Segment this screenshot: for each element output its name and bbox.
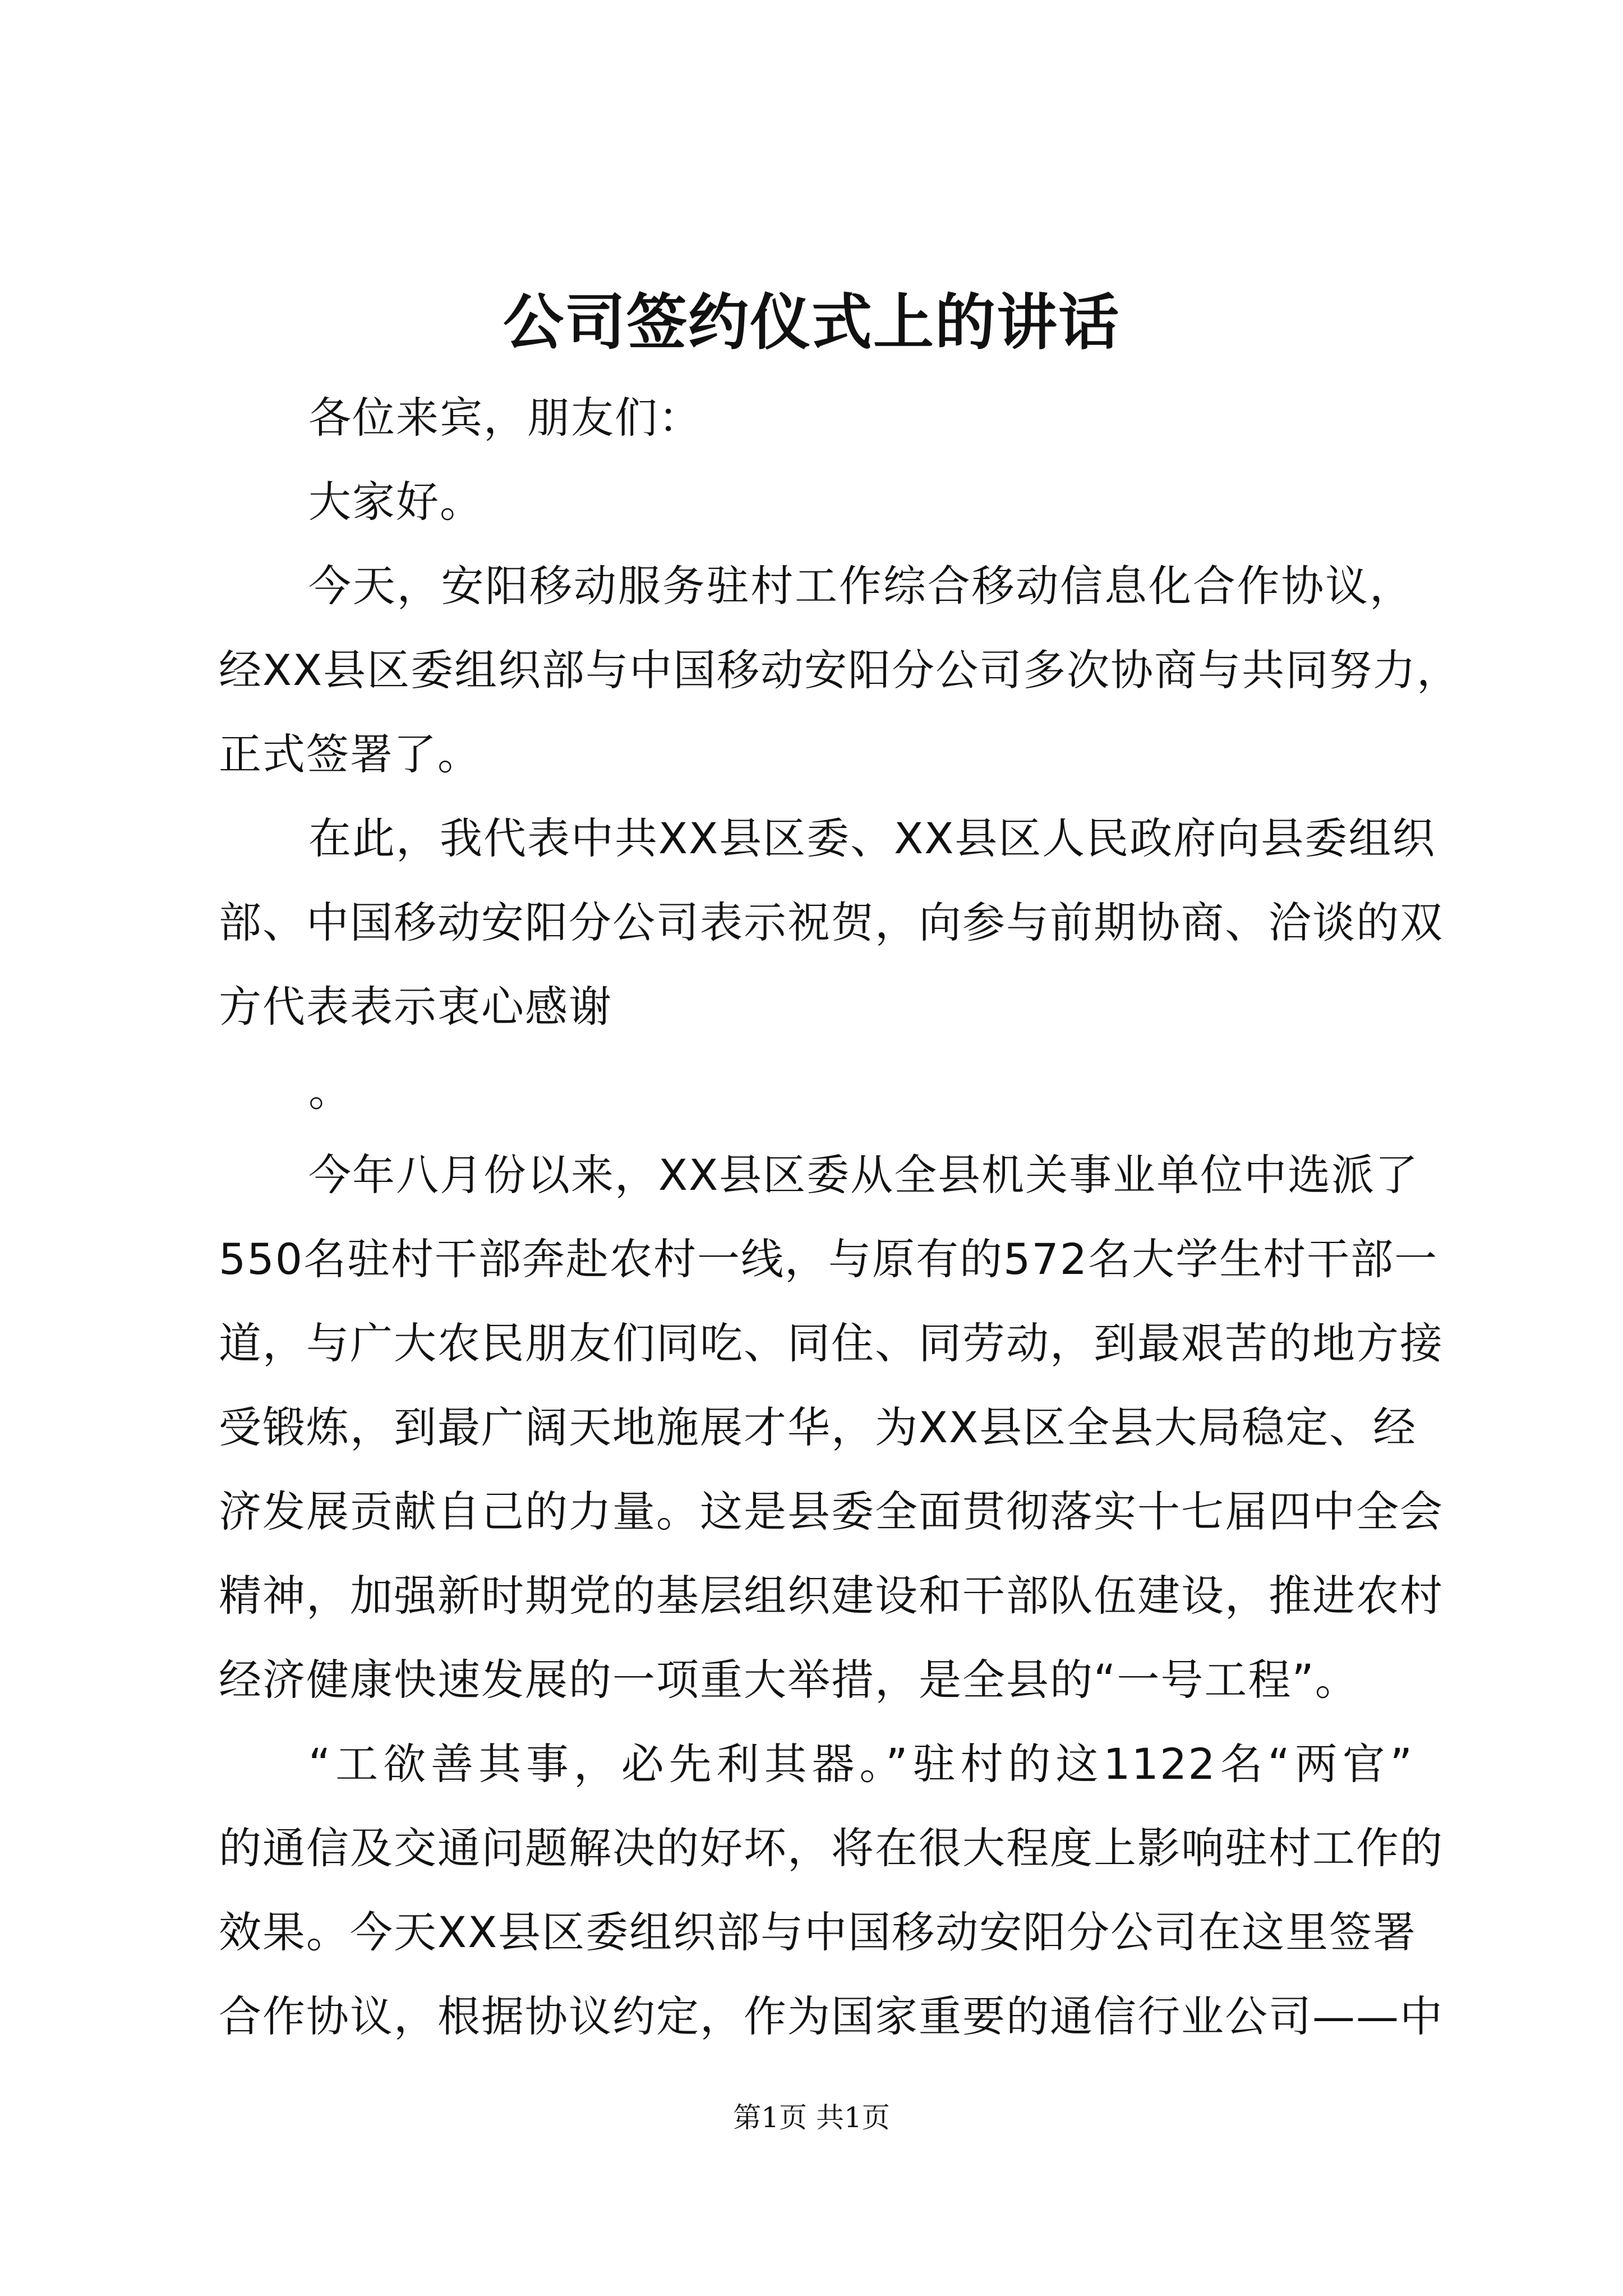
greeting-line: 大家好。 — [308, 477, 483, 527]
paragraph-line: 济发展贡献自己的力量。这是县委全面贯彻落实十七届四中全会 — [219, 1487, 1444, 1536]
paragraph-line: 550名驻村干部奔赴农村一线，与原有的572名大学生村干部一 — [219, 1234, 1438, 1284]
paragraph-line: 在此，我代表中共XX县区委、XX县区人民政府向县委组织 — [308, 813, 1436, 863]
paragraph-line: 道，与广大农民朋友们同吃、同住、同劳动，到最艰苦的地方接 — [219, 1318, 1444, 1368]
paragraph-line: 部、中国移动安阳分公司表示祝贺，向参与前期协商、洽谈的双 — [219, 898, 1444, 947]
document-title: 公司签约仪式上的讲话 — [502, 287, 1120, 358]
paragraph-line: 精神，加强新时期党的基层组织建设和干部队伍建设，推进农村 — [219, 1571, 1444, 1621]
page-footer: 第1页 共1页 — [733, 2101, 890, 2134]
paragraph-line: “工欲善其事，必先利其器。”驻村的这1122名“两官” — [308, 1739, 1413, 1789]
paragraph-line: 正式签署了。 — [219, 729, 481, 779]
paragraph-line: 方代表表示衷心感谢 — [219, 982, 612, 1032]
salutation-line: 各位来宾，朋友们： — [308, 393, 702, 443]
paragraph-line: 。 — [308, 1066, 352, 1116]
paragraph-line: 经济健康快速发展的一项重大举措，是全县的“一号工程”。 — [219, 1655, 1359, 1705]
paragraph-line: 受锻炼，到最广阔天地施展才华，为XX县区全县大局稳定、经 — [219, 1402, 1417, 1452]
paragraph-line: 效果。今天XX县区委组织部与中国移动安阳分公司在这里签署 — [219, 1907, 1417, 1957]
paragraph-line: 经XX县区委组织部与中国移动安阳分公司多次协商与共同努力， — [219, 645, 1461, 695]
paragraph-line: 今年八月份以来，XX县区委从全县机关事业单位中选派了 — [308, 1150, 1419, 1200]
paragraph-line: 的通信及交通问题解决的好坏，将在很大程度上影响驻村工作的 — [219, 1823, 1444, 1873]
paragraph-line: 今天，安阳移动服务驻村工作综合移动信息化合作协议， — [308, 561, 1413, 611]
paragraph-line: 合作协议，根据协议约定，作为国家重要的通信行业公司——中 — [219, 1991, 1444, 2041]
